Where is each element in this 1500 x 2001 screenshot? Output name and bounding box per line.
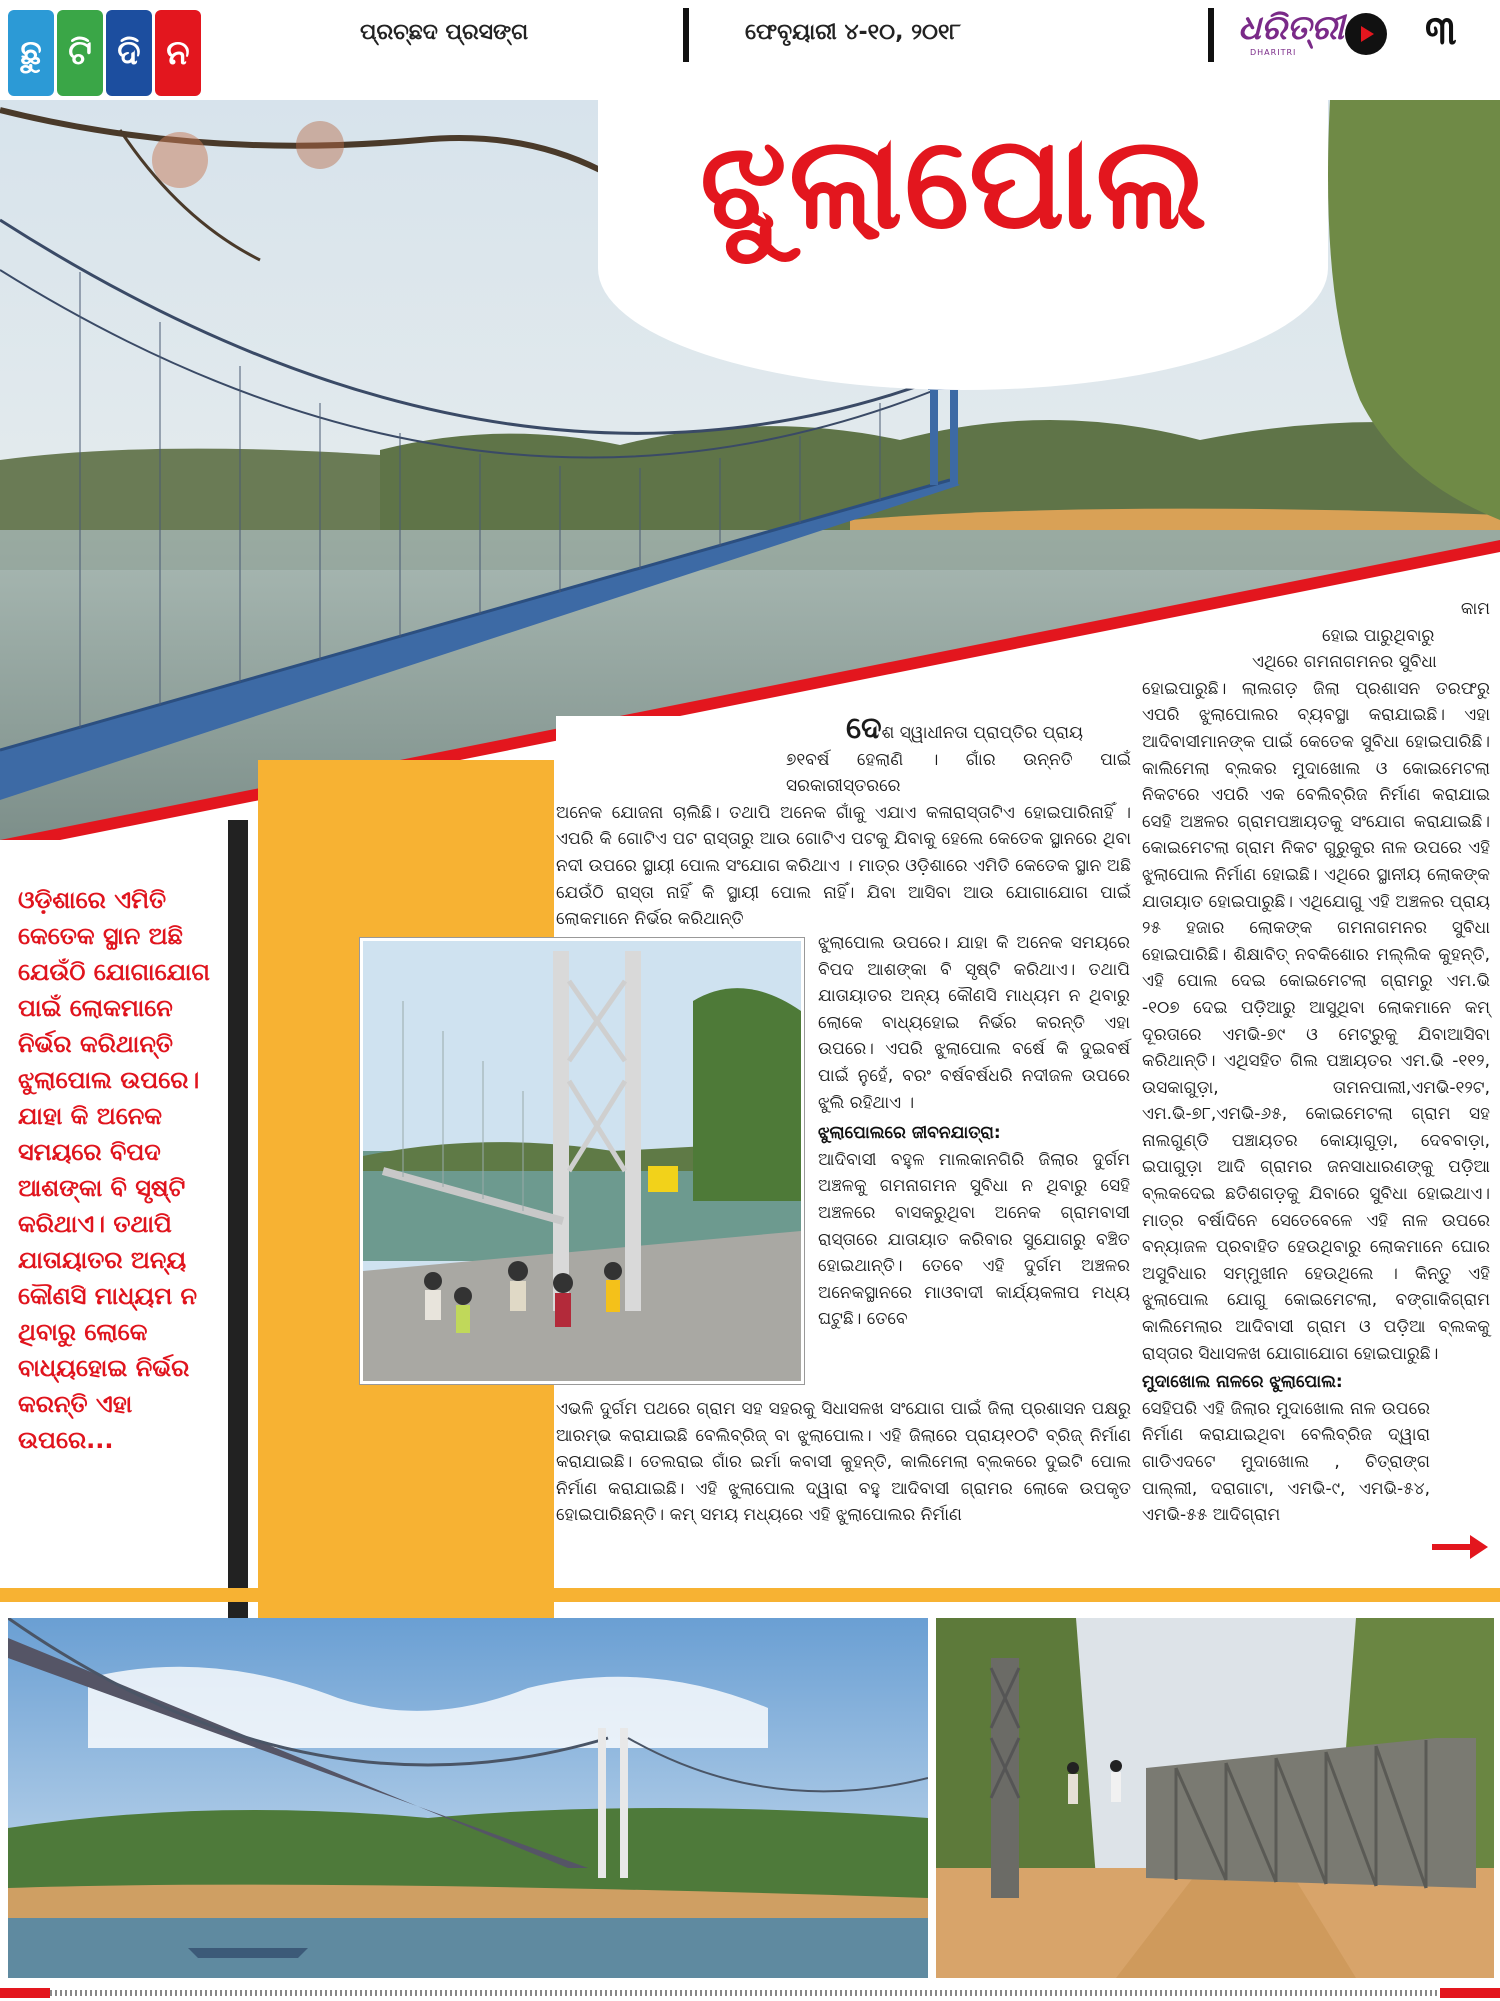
middle-bottom-block: [556, 1396, 1131, 1529]
continue-arrow-icon: [1430, 1532, 1490, 1566]
right-top-3: ଏଥିରେ ଗମନାଗମନର ସୁବିଧା: [1252, 652, 1437, 673]
play-icon: [1345, 13, 1387, 55]
newspaper-brand: ଧରିତ୍ରୀ: [1238, 8, 1345, 48]
newspaper-brand-sub: DHARITRI: [1250, 48, 1297, 57]
subheading-mudakhol: ମୁଦାଖୋଲ ନାଳରେ ଝୁଲାପୋଲ:: [1142, 1372, 1343, 1393]
right-top-1: କାମ: [1460, 599, 1490, 619]
drop-cap: ଦେ: [846, 711, 882, 746]
section-divider: [0, 1588, 1500, 1602]
bottom-rule: [0, 1990, 1500, 1996]
headline: ଝୁଲାପୋଲ: [700, 109, 1209, 258]
right-column: [1142, 596, 1490, 1529]
intro-block: [556, 711, 1131, 933]
accent-bar-dark: [228, 820, 248, 1620]
header-divider: [1208, 8, 1214, 62]
issue-date: ଫେବୃୟାରୀ ୪-୧୦, ୨୦୧୮: [745, 20, 961, 45]
intro-line-2: ୭୧ବର୍ଷ ହେଲାଣି । ଗାଁର ଉନ୍ନତି ପାଇଁ ସରକାରୀସ୍ତରରେ: [786, 749, 1131, 797]
middle-bottom-body: ଏଭଳି ଦୁର୍ଗମ ପଥରେ ଗ୍ରାମ ସହ ସହରକୁ ସିଧାସଳଖ ସଂଯୋଗ ପାଇଁ ଜିଲା ପ୍ରଶାସନ ପକ୍ଷରୁ ଆରମ୍ଭ କରାଯାଇଛି ବେଲିବ୍ରିଜ୍ ବା ଝୁଲାପୋଲ। ଏହି ଜିଲାରେ ପ୍ରାୟ୧୦ଟି ବ୍ରିଜ୍ ନିର୍ମାଣ କରାଯାଇଛି। ତେଲରାଇ ଗାଁର ଇର୍ମା କବାସୀ କୁହନ୍ତି, କାଲିମେଲା ବ୍ଲକରେ ଦୁଇଟି ପୋଲ ନିର୍ମାଣ କରାଯାଇଛି। ଏହି ଝୁଲାପୋଲ ଦ୍ୱାରା ବହୁ ଆଦିବାସୀ ଗ୍ରାମର ଲୋକେ ଉପକୃତ ହୋଇପାରିଛନ୍ତି। କମ୍ ସମୟ ମଧ୍ୟରେ ଏହି ଝୁଲାପୋଲର ନିର୍ମାଣ: [556, 1399, 1131, 1526]
intro-body: ଅନେକ ଯୋଜନା ଚାଲିଛି। ତଥାପି ଅନେକ ଗାଁକୁ ଏଯାଏ କଳାରାସ୍ତାଟିଏ ହୋଇପାରିନାହିଁ । ଏପରି କି ଗୋଟିଏ ପଟ ରାସ୍ତାରୁ ଆଉ ଗୋଟିଏ ପଟକୁ ଯିବାକୁ ହେଲେ କେତେକ ସ୍ଥାନରେ ଥିବା ନଦୀ ଉପରେ ସ୍ଥାୟୀ ପୋଲ ସଂଯୋଗ କରିଥାଏ । ମାତ୍ର ଓଡ଼ିଶାରେ ଏମିତି କେତେକ ସ୍ଥାନ ଅଛି ଯେଉଁଠି ରାସ୍ତା ନାହିଁ କି ସ୍ଥାୟୀ ପୋଲ ନାହିଁ। ଯିବା ଆସିବା ଆଉ ଯୋଗାଯୋଗ ପାଇଁ ଲୋକମାନେ ନିର୍ଭର କରିଥାନ୍ତି: [556, 802, 1131, 930]
section-logo: [8, 10, 201, 96]
bottom-right-bailey-bridge-photo: [936, 1618, 1494, 1978]
section-name: ପ୍ରଚ୍ଛଦ ପ୍ରସଙ୍ଗ: [360, 20, 529, 45]
bottom-rule-accent: [1440, 1988, 1500, 1998]
header-divider: [683, 8, 689, 62]
intro-line-1: ଶ ସ୍ୱାଧୀନତା ପ୍ରାପ୍ତିର ପ୍ରାୟ: [881, 723, 1083, 743]
wrap-body: ଝୁଲାପୋଲ ଉପରେ। ଯାହା କି ଅନେକ ସମୟରେ ବିପଦ ଆଶଙ୍କା ବି ସୃଷ୍ଟି କରିଥାଏ। ତଥାପି ଯାତାୟାତର ଅନ୍ୟ କୌଣସି ମାଧ୍ୟମ ନ ଥିବାରୁ ଲୋକେ ବାଧ୍ୟହୋଇ ନିର୍ଭର କରନ୍ତି ଏହା ଉପରେ। ଏପରି ଝୁଲାପୋଲ ବର୍ଷେ କି ଦୁଇବର୍ଷ ପାଇଁ ନୁହେଁ, ବରଂ ବର୍ଷବର୍ଷଧରି ନଦୀଜଳ ଉପରେ ଝୁଲି ରହିଥାଏ ।: [818, 933, 1130, 1113]
logo-tile-1: ଛୁ: [8, 10, 54, 96]
right-body: ହୋଇପାରୁଛି। ଲାଲଗଡ଼ ଜିଲା ପ୍ରଶାସନ ତରଫରୁ ଏପରି ଝୁଲାପୋଲର ବ୍ୟବସ୍ଥା କରାଯାଇଛି। ଏହା ଆଦିବାସୀମାନଙ୍କ ପାଇଁ କେତେକ ସୁବିଧା ହୋଇପାରିଛି। କାଲିମେଲା ବ୍ଲକର ମୁଦାଖୋଲ ଓ କୋଇମେଟଲା ନିକଟରେ ଏପରି ଏକ ବେଲିବ୍ରିଜ ନିର୍ମାଣ କରାଯାଇ ସେହି ଅଞ୍ଚଳର ଗ୍ରାମପଞ୍ଚାୟତକୁ ସଂଯୋଗ କରାଯାଇଛି। କୋଇମେଟଲା ଗ୍ରାମ ନିକଟ ଗୁରୁକୁର ନାଳ ଉପରେ ଏହି ଝୁଲାପୋଲ ନିର୍ମାଣ ହୋଇଛି। ଏଥିରେ ସ୍ଥାନୀୟ ଲୋକଙ୍କ ଯାତାୟାତ ହୋଇପାରୁଛି। ଏଥିଯୋଗୁ ଏହି ଅଞ୍ଚଳର ପ୍ରାୟ ୨୫ ହଜାର ଲୋକଙ୍କ ଗମନାଗମନର ସୁବିଧା ହୋଇପାରିଛି। ଶିକ୍ଷାବିତ୍ ନବକିଶୋର ମଲ୍ଲିକ କୁହନ୍ତି, ଏହି ପୋଲ ଦେଇ କୋଇମେଟଲା ଗ୍ରାମରୁ ଏମ.ଭି -୧୦୭ ଦେଇ ପଡ଼ିଆରୁ ଆସୁଥିବା ଲୋକମାନେ କମ୍ ଦୂରତାରେ ଏମଭି-୭୯ ଓ ମେଟ୍ରୁକୁ ଯିବାଆସିବା କରିଥାନ୍ତି। ଏଥିସହିତ ଗିଲ ପଞ୍ଚାୟତର ଏମ.ଭି -୧୧୨, ଉସକାଗୁଡ଼ା, ତାମନପାଲୀ,ଏମଭି-୧୨ଟ, ଏମ.ଭି-୭୮,ଏମଭି-୬୫, କୋଇମେଟଲା ଗ୍ରାମ ସହ ନାଲଗୁଣ୍ଡି ପଞ୍ଚାୟତର କୋୟାଗୁଡ଼ା, ଦେବବାଡ଼ା, ଇପାଗୁଡ଼ା ଆଦି ଗ୍ରାମର ଜନସାଧାରଣଙ୍କୁ ପଡ଼ିଆ ବ୍ଲକଦେଇ ଛତିଶଗଡ଼କୁ ଯିବାରେ ସୁବିଧା ହୋଇଥାଏ। ମାତ୍ର ବର୍ଷାଦିନେ ସେତେବେଳେ ଏହି ନାଳ ଉପରେ ବନ୍ୟାଜଳ ପ୍ରବାହିତ ହେଉଥିବାରୁ ଲୋକମାନେ ଘୋର ଅସୁବିଧାର ସମ୍ମୁଖୀନ ହେଉଥିଲେ । କିନ୍ତୁ ଏହି ଝୁଲାପୋଲ ଯୋଗୁ କୋଇମେଟଲା, ବଙ୍ଗାକିଗ୍ରାମ କାଲିମେଲାର ଆଦିବାସୀ ଗ୍ରାମ ଓ ପଡ଼ିଆ ବ୍ଲକକୁ ରାସ୍ତାର ସିଧାସଳଖ ଯୋଗାଯୋଗ ହୋଇପାରୁଛି।: [1142, 678, 1490, 1364]
inset-bridge-photo: [360, 938, 804, 1384]
logo-tile-3: ଦି: [106, 10, 152, 96]
subheading-life-body: ଆଦିବାସୀ ବହୁଳ ମାଲକାନଗିରି ଜିଲାର ଦୁର୍ଗମ ଅଞ୍ଚଳକୁ ଗମନାଗମନ ସୁବିଧା ନ ଥିବାରୁ ସେହି ଅଞ୍ଚଳରେ ବାସକରୁଥିବା ଅନେକ ଗ୍ରାମବାସୀ ରାସ୍ତାରେ ଯାତାୟାତ କରିବାର ସୁଯୋଗରୁ ବଞ୍ଚିତ ହୋଇଥାନ୍ତି। ତେବେ ଏହି ଦୁର୍ଗମ ଅଞ୍ଚଳର ଅନେକସ୍ଥାନରେ ମାଓବାଦୀ କାର୍ଯ୍ୟକଳାପ ମଧ୍ୟ ଘଟୁଛି। ତେବେ: [818, 1149, 1130, 1330]
bottom-rule-accent: [0, 1988, 50, 1998]
logo-tile-4: ନ: [155, 10, 201, 96]
subheading-mudakhol-body: ସେହିପରି ଏହି ଜିଲାର ମୁଦାଖୋଲ ନାଳ ଉପରେ ନିର୍ମାଣ କରାଯାଇଥିବା ବେଲିବ୍ରିଜ ଦ୍ୱାରା ଗାଡିଏଦଟେ ମୁଦାଖୋଲ , ଚିତ୍ରାଙ୍ଗ ପାଲ୍ଲୀ, ଦରାଗାଟା, ଏମଭି-୯, ଏମଭି-୫୪, ଏମଭି-୫୫ ଆଦିଗ୍ରାମ: [1142, 1398, 1430, 1526]
subheading-life: ଝୁଲାପୋଲରେ ଜୀବନଯାତ୍ରା:: [818, 1123, 1001, 1144]
wrap-column: [818, 930, 1130, 1333]
logo-tile-2: ଟି: [57, 10, 103, 96]
pull-quote: ଓଡ଼ିଶାରେ ଏମିତି କେତେକ ସ୍ଥାନ ଅଛି ଯେଉଁଠି ଯୋଗାଯୋଗ ପାଇଁ ଲୋକମାନେ ନିର୍ଭର କରିଥାନ୍ତି ଝୁଲାପୋଲ ଉପରେ। ଯାହା କି ଅନେକ ସମୟରେ ବିପଦ ଆଶଙ୍କା ବି ସୃଷ୍ଟି କରିଥାଏ। ତଥାପି ଯାତାୟାତର ଅନ୍ୟ କୌଣସି ମାଧ୍ୟମ ନ ଥିବାରୁ ଲୋକେ ବାଧ୍ୟହୋଇ ନିର୍ଭର କରନ୍ତି ଏହା ଉପରେ...: [18, 886, 210, 1454]
page-number: ୩: [1425, 8, 1457, 54]
bottom-left-bridge-photo: [8, 1618, 928, 1978]
right-top-2: ହୋଇ ପାରୁଥିବାରୁ: [1322, 625, 1435, 646]
